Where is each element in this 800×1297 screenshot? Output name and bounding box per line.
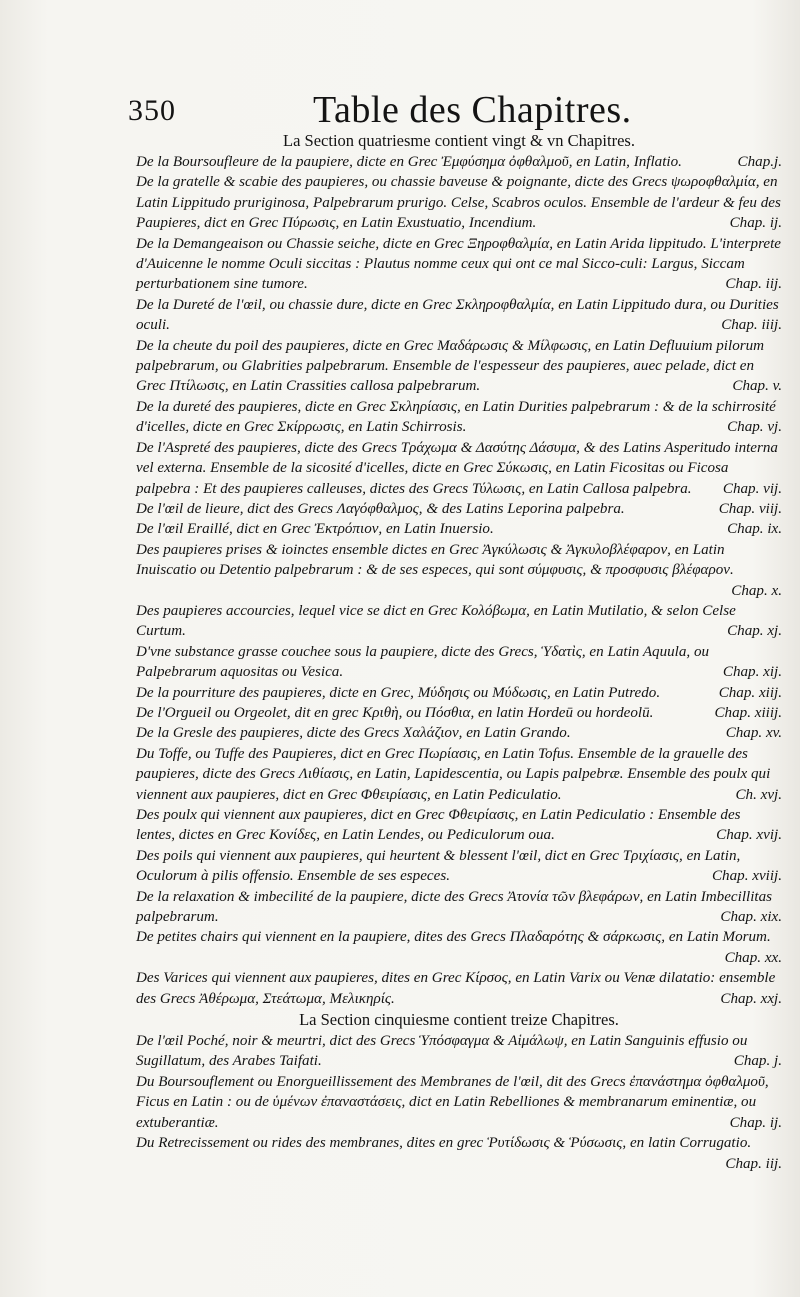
chapter-entry (136, 703, 782, 723)
chapter-entry (136, 744, 782, 805)
chapter-title: Du Boursouflement ou Enorgueillissement des Membranes de l'œil, dit des Grecs ἐπανάστημα ὀφθαλμοῦ, Ficus en Latin : ou de ὑμένων ἐπαναστάσεις, dict en Latin Rebelliones & membranarum eminentiæ, ou extuberantiæ. (136, 1073, 769, 1131)
chapter-entry (136, 723, 782, 743)
chapter-title: De la dureté des paupieres, dicte en Grec Σκληρίασις, en Latin Durities palpebrarum : & de la schirrosité d'icelles, dicte en Grec Σκίρρωσις, en Latin Schirrosis. (136, 398, 776, 436)
chapter-title: De petites chairs qui viennent en la paupiere, dites des Grecs Πλαδαρότης & σάρκωσις, en Latin Morum. (136, 929, 771, 946)
chapter-number: Chap. iij. (725, 1155, 782, 1172)
chapter-title: De la pourriture des paupieres, dicte en Grec, Μύδησις ou Μύδωσις, en Latin Putredo. (136, 684, 661, 701)
chapter-entry (136, 295, 782, 336)
chapter-entry (136, 519, 782, 539)
chapter-number: Chap. xix. (720, 909, 782, 926)
chapter-number: Chap. ix. (727, 521, 782, 538)
chapter-title: De la cheute du poil des paupieres, dicte en Grec Μαδάρωσις & Μίλφωσις, en Latin Defluuium pilorum palpebrarum, ou Glabrities palpebrarum. Ensemble de l'espesseur des paupieres, auec pelade, dict en Grec Πτίλωσις, en Latin Crassities callosa palpebrarum. (136, 337, 765, 395)
page-title: Table des Chapitres. (313, 89, 632, 131)
chapter-entry (136, 1072, 782, 1133)
chapter-title: De la relaxation & imbecilité de la paupiere, dicte des Grecs Ἀτονία τῶν βλεφάρων, en Latin Imbecillitas palpebrarum. (136, 888, 773, 926)
chapter-number: Chap. xj. (727, 623, 782, 640)
chapter-title: De la Demangeaison ou Chassie seiche, dicte en Grec Ξηροφθαλμία, en Latin Arida lippitudo. L'interprete d'Auicenne le nomme Oculi siccitas : Plautus nomme ceux qui ont ce mal Sicco-culi: Largus, Siccam perturbationem sine tumore. (136, 235, 781, 293)
chapter-entry (136, 1133, 782, 1174)
chapter-entry (136, 499, 782, 519)
chapter-number: Chap. xiiij. (714, 704, 782, 721)
chapter-title: Des poulx qui viennent aux paupieres, dict en Grec Φθειρίασις, en Latin Pediculatio : Ensemble des lentes, dictes en Grec Κονίδες, en Latin Lendes, ou Pediculorum oua. (136, 807, 741, 844)
chapter-title: De la Gresle des paupieres, dicte des Grecs Χαλάζιον, en Latin Grando. (136, 725, 571, 742)
chapter-entry (136, 968, 782, 1009)
chapter-number: Ch. xvj. (735, 786, 782, 803)
chapter-number: Chap.j. (737, 154, 782, 170)
chapter-number: Chap. xviij. (711, 868, 782, 885)
chapter-title: Du Toffe, ou Tuffe des Paupieres, dict en Grec Πωρίασις, en Latin Tofus. Ensemble de la grauelle des paupieres, dicte des Grecs Λιθίασις, en Latin, Lapidescentia, ou Lapis palpebræ. Ensemble des poulx qui viennent aux paupieres, dict en Grec Φθειρίασις, en Latin Pediculatio. (136, 745, 771, 803)
chapter-number: Chap. xxj. (720, 990, 782, 1007)
chapter-number: Chap. x. (731, 582, 782, 599)
chapter-entry (136, 683, 782, 703)
chapter-entry (136, 642, 782, 683)
chapter-number: Chap. vj. (727, 419, 782, 436)
chapter-title: De l'œil de lieure, dict des Grecs Λαγόφθαλμος, & des Latins Leporina palpebra. (136, 500, 625, 517)
chapter-entry (136, 234, 782, 295)
chapter-number: Chap. xij. (722, 664, 782, 681)
section-heading: La Section quatriesme contient vingt & vn Chapitres. (283, 131, 635, 150)
section-five-list (136, 1031, 782, 1174)
chapter-number: Chap. xv. (725, 725, 782, 742)
chapter-title: D'vne substance grasse couchee sous la paupiere, dicte des Grecs, Ὑδατὶς, en Latin Aquula, ou Palpebrarum aquositas ou Vesica. (136, 643, 710, 681)
chapter-entry (136, 846, 782, 887)
page-number: 350 (128, 94, 176, 127)
chapter-title: De la Dureté de l'œil, ou chassie dure, dicte en Grec Σκληροφθαλμία, en Latin Lippitudo dura, ou Durities oculi. (136, 296, 779, 334)
chapter-number: Chap. ij. (729, 1114, 782, 1131)
chapter-entry (136, 927, 782, 968)
chapter-entry (136, 397, 782, 438)
chapter-entry (136, 152, 782, 172)
chapter-title: De l'œil Poché, noir & meurtri, dict des Grecs Ὑπόσφαγμα & Αἱμάλωψ, en Latin Sanguinis effusio ou Sugillatum, des Arabes Taifati. (136, 1033, 748, 1070)
chapter-title: De l'œil Eraillé, dict en Grec Ἐκτρόπιον, en Latin Inuersio. (136, 521, 494, 538)
table-of-chapters (136, 130, 782, 1174)
chapter-number: Chap. iij. (725, 276, 782, 293)
chapter-number: Chap. xvij. (716, 827, 782, 844)
chapter-entry (136, 805, 782, 846)
chapter-title: De l'Aspreté des paupieres, dicte des Grecs Τράχωμα & Δασύτης Δάσυμα, & des Latins Asperitudo interna vel externa. Ensemble de la sicosité d'icelles, dicte en Grec Σύκωσις, en Latin Ficositas ou Ficosa palpebra : Et des paupieres calleuses, dictes des Grecs Τύλωσις, en Latin Callosa palpebra. (136, 439, 778, 497)
chapter-title: Des poils qui viennent aux paupieres, qui heurtent & blessent l'œil, dict en Grec Τριχίασις, en Latin, Oculorum à pilis offensio. Ensemble de ses especes. (136, 847, 741, 885)
chapter-entry (136, 601, 782, 642)
chapter-number: Chap. j. (733, 1053, 782, 1070)
chapter-title: De l'Orgueil ou Orgeolet, dit en grec Κριθὴ, ou Πόσθια, en latin Hordeū ou hordeolū. (136, 704, 654, 721)
chapter-title: De la gratelle & scabie des paupieres, ou chassie baveuse & poignante, dicte des Grecs ψωροφθαλμία, en Latin Lippitudo pruriginosa, Palpebrarum prurigo. Celse, Scabros oculos. Ensemble de l'ardeur & feu des Paupieres, dict en Grec Πύρωσις, en Latin Exustuatio, Incendium. (136, 174, 781, 232)
chapter-number: Chap. iiij. (721, 317, 782, 334)
chapter-number: Chap. ij. (729, 215, 782, 232)
chapter-number: Chap. viij. (718, 500, 782, 517)
chapter-number: Chap. v. (732, 378, 782, 395)
chapter-entry (136, 887, 782, 928)
chapter-entry (136, 172, 782, 233)
chapter-number: Chap. xx. (724, 949, 782, 966)
chapter-entry (136, 438, 782, 499)
chapter-entry (136, 1031, 782, 1072)
chapter-entry (136, 336, 782, 397)
chapter-title: De la Boursoufleure de la paupiere, dicte en Grec Ἐμφύσημα ὀφθαλμοῦ, en Latin, Inflatio. (136, 154, 682, 170)
chapter-title: Des paupieres accourcies, lequel vice se dict en Grec Κολόβωμα, en Latin Mutilatio, & selon Celse Curtum. (136, 602, 736, 640)
chapter-number: Chap. xiij. (718, 684, 782, 701)
chapter-title: Des Varices qui viennent aux paupieres, dites en Grec Κίρσος, en Latin Varix ou Venæ dilatatio: ensemble des Grecs Ἀθέρωμα, Στεάτωμα, Μελικηρίς. (136, 970, 776, 1007)
section-four-list (136, 152, 782, 1009)
chapter-entry (136, 540, 782, 601)
chapter-number: Chap. vij. (722, 480, 782, 497)
chapter-title: Des paupieres prises & ioinctes ensemble dictes en Grec Ἀγκύλωσις & Ἀγκυλοβλέφαρον, en Latin Inuiscatio ou Detentio palpebrarum : & de ses especes, qui sont σύμφυσις, & προσφυσις βλέφαρον. (136, 541, 734, 579)
chapter-title: Du Retrecissement ou rides des membranes, dites en grec Ῥυτίδωσις & Ῥύσωσις, en latin Corrugatio. (136, 1135, 752, 1152)
section-heading: La Section cinquiesme contient treize Chapitres. (299, 1010, 619, 1030)
